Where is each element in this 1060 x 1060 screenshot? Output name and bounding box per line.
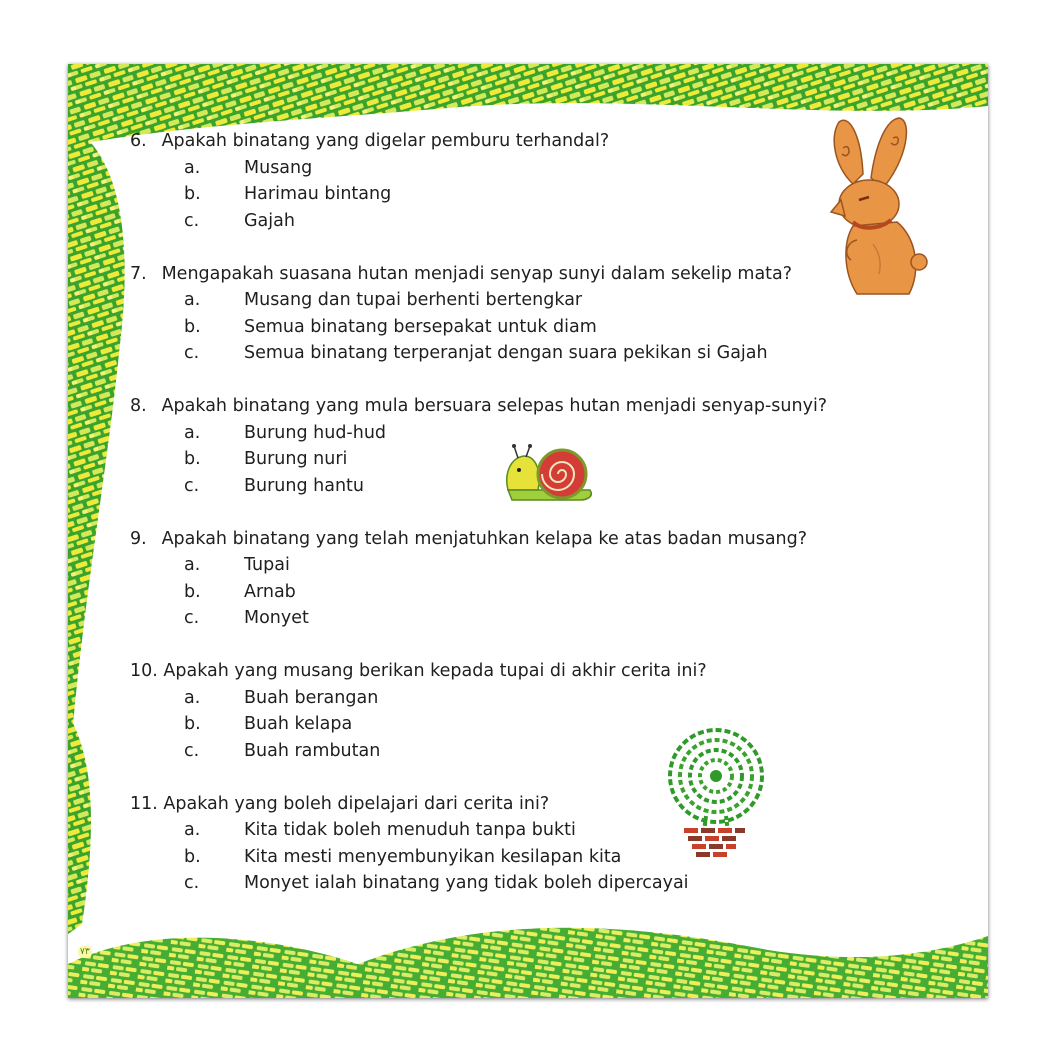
option-text: Musang dan tupai berhenti bertengkar — [244, 290, 583, 310]
option-a — [130, 552, 870, 579]
bottom-leaf-band — [68, 928, 988, 998]
question-text: Apakah binatang yang digelar pemburu terhandal? — [161, 131, 610, 151]
option-text: Harimau bintang — [244, 184, 392, 204]
question-text: Mengapakah suasana hutan menjadi senyap sunyi dalam sekelip mata? — [161, 263, 793, 284]
option-letter: c. — [184, 343, 200, 363]
option-a — [130, 817, 870, 844]
question-number: 10. — [130, 661, 158, 681]
option-letter: b. — [184, 714, 201, 734]
option-c — [130, 473, 870, 500]
option-text: Burung hantu — [244, 475, 365, 496]
question-text: Apakah binatang yang telah menjatuhkan kelapa ke atas badan musang? — [161, 528, 808, 549]
option-text: Buah kelapa — [244, 714, 353, 734]
option-b — [130, 314, 870, 341]
option-letter: a. — [184, 290, 201, 310]
option-a — [130, 287, 870, 314]
option-c — [130, 870, 870, 897]
option-letter: c. — [184, 475, 200, 496]
question-number: 8. — [130, 396, 147, 416]
question-number: 7. — [130, 263, 147, 284]
option-letter: b. — [184, 449, 201, 469]
option-text: Musang — [244, 157, 313, 178]
option-b — [130, 446, 870, 473]
option-c — [130, 738, 870, 765]
option-letter: a. — [184, 820, 201, 840]
option-text: Buah berangan — [244, 687, 379, 708]
option-text: Burung hud-hud — [244, 422, 387, 443]
page-number: ٧٣ — [80, 947, 90, 957]
option-text: Gajah — [244, 210, 295, 231]
option-text: Tupai — [244, 555, 290, 575]
option-b — [130, 579, 870, 606]
option-letter: a. — [184, 157, 201, 178]
option-text: Monyet — [244, 608, 309, 628]
option-text: Kita tidak boleh menuduh tanpa bukti — [244, 820, 576, 840]
option-text: Burung nuri — [244, 449, 348, 469]
option-a — [130, 685, 870, 712]
option-letter: c. — [184, 740, 200, 761]
option-letter: c. — [184, 210, 200, 231]
question-9 — [130, 526, 870, 632]
option-c — [130, 340, 870, 367]
question-11 — [130, 791, 870, 897]
option-c — [130, 605, 870, 632]
option-letter: c. — [184, 873, 200, 893]
left-leaf — [68, 124, 125, 744]
question-number: 9. — [130, 528, 147, 549]
question-text: Apakah yang boleh dipelajari dari cerita ini? — [163, 793, 550, 814]
option-text: Arnab — [244, 581, 296, 602]
option-letter: b. — [184, 184, 201, 204]
option-c — [130, 208, 870, 235]
option-letter: a. — [184, 555, 201, 575]
option-letter: b. — [184, 316, 201, 337]
question-6 — [130, 128, 870, 234]
option-letter: a. — [184, 422, 201, 443]
option-letter: b. — [184, 581, 201, 602]
option-letter: c. — [184, 608, 200, 628]
left-lower-leaf — [68, 714, 91, 934]
option-text: Semua binatang terperanjat dengan suara pekikan si Gajah — [244, 343, 768, 363]
question-text: Apakah yang musang berikan kepada tupai di akhir cerita ini? — [163, 661, 707, 681]
question-7 — [130, 261, 870, 367]
option-b — [130, 844, 870, 871]
option-letter: b. — [184, 846, 201, 867]
question-number: 6. — [130, 131, 147, 151]
option-text: Buah rambutan — [244, 740, 381, 761]
option-text: Semua binatang bersepakat untuk diam — [244, 316, 597, 337]
book-page — [68, 64, 988, 998]
option-b — [130, 181, 870, 208]
option-a — [130, 155, 870, 182]
option-text: Kita mesti menyembunyikan kesilapan kita — [244, 846, 622, 867]
option-b — [130, 711, 870, 738]
option-letter: a. — [184, 687, 201, 708]
option-text: Monyet ialah binatang yang tidak boleh dipercayai — [244, 873, 689, 893]
question-number: 11. — [130, 793, 158, 814]
question-8 — [130, 393, 870, 499]
question-10 — [130, 658, 870, 764]
quiz-list — [130, 128, 870, 923]
question-text: Apakah binatang yang mula bersuara selepas hutan menjadi senyap-sunyi? — [161, 396, 828, 416]
option-a — [130, 420, 870, 447]
